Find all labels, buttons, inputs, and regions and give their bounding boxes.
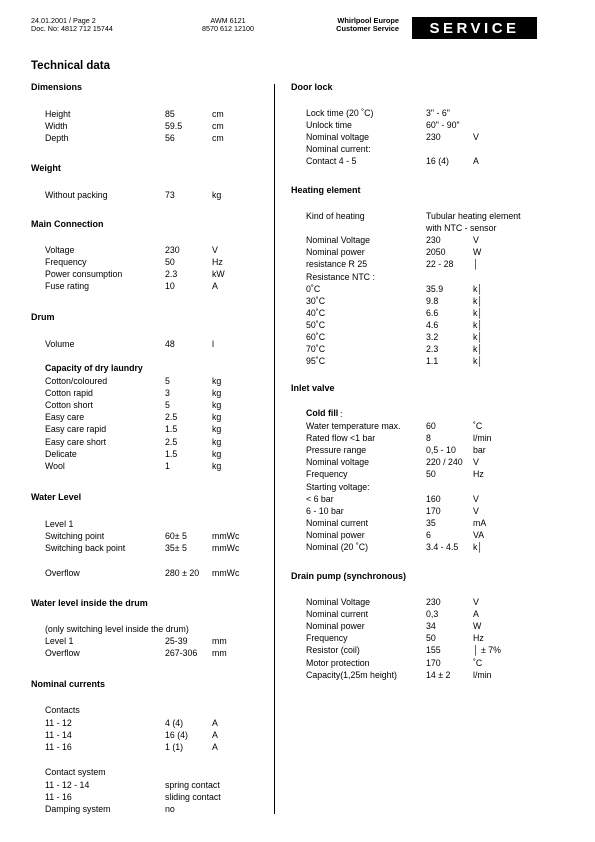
water-level-row-cell: Switching back point [45, 543, 126, 554]
capacity-row-cell: 5 [165, 376, 170, 386]
heating-row-cell: 2.3 [426, 344, 439, 355]
main-connection-row-cell: 50 [165, 257, 175, 268]
water-level-row-cell: 35± 5 [165, 543, 187, 554]
drain-row-cell: A [473, 609, 479, 620]
capacity-row-cell: kg [212, 400, 222, 411]
water-level-row-cell: Switching point [45, 531, 105, 542]
header-date-page: 24.01.2001 / Page 2 [31, 16, 96, 25]
drain-row-cell: W [473, 621, 482, 632]
main-connection-row-cell: V [212, 245, 218, 255]
section-title-water-level-drum: Water level inside the drum [31, 598, 148, 608]
weight-row-cell: Without packing [45, 190, 108, 200]
header-company [336, 17, 399, 34]
inlet-row-cell: Water temperature max. [306, 421, 401, 431]
capacity-row-cell: kg [212, 460, 222, 471]
capacity-row-cell: kg [212, 424, 222, 435]
heating-row-cell: W [473, 247, 482, 258]
heating-row-cell: 50˚C [306, 319, 326, 330]
capacity-row-cell: kg [212, 412, 222, 423]
dimensions-row-cell: 85 [165, 109, 175, 119]
section-title-drain-pump: Drain pump (synchronous) [291, 571, 407, 581]
inlet-row-cell: 60 [426, 421, 436, 431]
dimensions-row-cell: Height [45, 109, 71, 119]
capacity-row-cell: 1 [165, 460, 170, 471]
door-lock-row-cell: Nominal voltage [306, 132, 370, 143]
inlet-row-cell: V [473, 457, 479, 468]
capacity-row-cell: Cotton/coloured [45, 376, 108, 386]
heating-row-cell: │ [473, 259, 479, 270]
door-lock-row-cell: 16 (4) [426, 156, 449, 167]
drain-row-cell: Capacity(1,25m height) [306, 669, 397, 680]
cold-fill-subtitle: Cold fill [306, 408, 339, 418]
door-lock-row-cell: Unlock time [306, 120, 352, 131]
heating-row-cell: k│ [473, 295, 483, 306]
inlet-row-cell: l/min [473, 433, 492, 444]
water-level-row-cell: Level 1 [45, 519, 74, 529]
heating-row-cell: V [473, 235, 479, 246]
contact-system-row-cell: spring contact [165, 780, 220, 790]
section-title-heating-element: Heating element [291, 185, 361, 195]
heating-row-cell: 0˚C [306, 283, 321, 294]
heating-row-cell: 3.2 [426, 332, 439, 342]
capacity-row-cell: 2.5 [165, 412, 178, 423]
contact-row-cell: 11 - 14 [45, 730, 72, 741]
water-level-drum-row-cell: Overflow [45, 648, 80, 659]
inlet-row-cell: Starting voltage: [306, 481, 370, 492]
dimensions-row-cell: cm [212, 109, 224, 119]
contact-row-cell: A [212, 742, 218, 753]
section-title-drum: Drum [31, 312, 55, 322]
section-title-main-connection: Main Connection [31, 219, 104, 229]
heating-row-cell: Resistance NTC : [306, 271, 375, 282]
heating-row-cell: 230 [426, 235, 441, 246]
main-connection-row-cell: Power consumption [45, 269, 123, 280]
capacity-row-cell: 1.5 [165, 424, 178, 435]
door-lock-row-cell: 60" - 90" [426, 120, 460, 131]
main-connection-row-cell: 2.3 [165, 269, 178, 280]
section-title-nominal-currents: Nominal currents [31, 679, 106, 689]
contact-row-cell: 11 - 16 [45, 742, 72, 753]
heating-row-cell: 4.6 [426, 319, 439, 330]
heating-row-cell: 95˚C [306, 356, 326, 367]
heating-row-cell: k│ [473, 319, 483, 330]
water-level-drum-row-cell: 267-306 [165, 648, 198, 659]
heating-row-cell: 30˚C [306, 295, 326, 306]
door-lock-row-cell: V [473, 132, 479, 143]
main-connection-row-cell: Hz [212, 257, 223, 268]
dimensions-row-cell: cm [212, 133, 224, 144]
section-title-dimensions: Dimensions [31, 82, 83, 92]
drain-row-cell: │ ± 7% [473, 645, 501, 656]
capacity-row-cell: Easy care short [45, 436, 107, 447]
inlet-row-cell: ˚C [473, 421, 483, 431]
door-lock-row-cell: 3" - 6" [426, 108, 450, 118]
main-connection-row-cell: A [212, 281, 218, 292]
capacity-subtitle: Capacity of dry laundry [45, 363, 143, 373]
heating-row-cell: 1.1 [426, 356, 439, 367]
inlet-row-cell: Nominal power [306, 529, 365, 540]
inlet-row-cell: V [473, 493, 479, 504]
heating-row-cell: Nominal Voltage [306, 235, 371, 246]
heating-row-cell: 40˚C [306, 307, 326, 318]
capacity-row-cell: kg [212, 436, 222, 447]
drain-row-cell: ˚C [473, 657, 483, 668]
page-title: Technical data [31, 60, 111, 72]
header-company-dept: Customer Service [336, 24, 399, 34]
drum-row-cell: 48 [165, 339, 175, 349]
weight-row-cell: kg [212, 190, 222, 200]
drain-row-cell: Resistor (coil) [306, 645, 360, 656]
capacity-row-cell: 5 [165, 400, 170, 411]
heating-row-cell: Nominal power [306, 247, 365, 258]
inlet-row-cell: 6 - 10 bar [306, 505, 344, 516]
inlet-row-cell: VA [473, 529, 485, 540]
capacity-row-cell: Delicate [45, 448, 77, 459]
heating-row-cell: 6.6 [426, 307, 439, 318]
inlet-row-cell: 50 [426, 469, 436, 480]
capacity-row-cell: 3 [165, 388, 170, 399]
contact-system-row-cell: sliding contact [165, 792, 221, 803]
capacity-row-cell: 1.5 [165, 448, 178, 459]
dimensions-row-cell: 56 [165, 133, 175, 144]
header-doc-number: Doc. No: 4812 712 15744 [31, 24, 113, 34]
inlet-row-cell: Frequency [306, 469, 348, 480]
capacity-row-cell: Cotton rapid [45, 388, 93, 399]
contact-system-row-cell: 11 - 16 [45, 792, 72, 803]
heating-row-cell: 9.8 [426, 295, 439, 306]
header-company-name: Whirlpool Europe [337, 16, 399, 25]
main-connection-row-cell: 10 [165, 281, 175, 292]
heating-row-cell: k│ [473, 283, 483, 294]
drain-row-cell: Hz [473, 633, 484, 644]
inlet-row-cell: bar [473, 445, 486, 456]
contact-row-cell: 1 (1) [165, 742, 184, 753]
capacity-row-cell: Easy care [45, 412, 85, 423]
dimensions-row-cell: Width [45, 121, 68, 132]
section-title-water-level: Water Level [31, 492, 82, 502]
inlet-row-cell: Hz [473, 469, 484, 480]
inlet-row-cell: 35 [426, 517, 436, 528]
capacity-row-cell: kg [212, 376, 222, 386]
water-level-drum-row-cell: mm [212, 636, 227, 646]
door-lock-row-cell: Nominal current: [306, 144, 371, 155]
heating-row-cell: resistance R 25 [306, 259, 368, 270]
heating-row-cell: k│ [473, 332, 483, 342]
drain-row-cell: l/min [473, 669, 492, 680]
door-lock-row-cell: 230 [426, 132, 441, 143]
capacity-row-cell: kg [212, 448, 222, 459]
contact-system-row-cell: 11 - 12 - 14 [45, 780, 90, 790]
drain-row-cell: Motor protection [306, 657, 370, 668]
drain-row-cell: 0,3 [426, 609, 439, 620]
contact-system-row-cell: no [165, 804, 175, 815]
dimensions-row-cell: cm [212, 121, 224, 132]
overflow-row-cell: Overflow [45, 568, 80, 578]
capacity-row-cell: Cotton short [45, 400, 93, 411]
inlet-row-cell: k│ [473, 542, 483, 552]
drain-row-cell: Nominal Voltage [306, 597, 371, 607]
door-lock-row-cell: Contact 4 - 5 [306, 156, 357, 167]
capacity-row-cell: 2.5 [165, 436, 178, 447]
heating-row-cell: k│ [473, 356, 483, 367]
cold-fill-colon: : [340, 409, 343, 419]
main-connection-row-cell: kW [212, 269, 225, 280]
contact-row-cell: 4 (4) [165, 718, 184, 728]
inlet-row-cell: 0,5 - 10 [426, 445, 456, 456]
heating-row-cell: 70˚C [306, 344, 326, 355]
header-model-name: AWM 6121 [210, 16, 246, 25]
drain-row-cell: Nominal current [306, 609, 369, 620]
contact-system-row-cell: Damping system [45, 804, 111, 815]
drain-row-cell: 34 [426, 621, 436, 632]
section-title-weight: Weight [31, 163, 61, 173]
header-model [188, 17, 268, 34]
water-level-row-cell: mmWc [212, 543, 240, 554]
contact-row-cell: A [212, 730, 218, 741]
inlet-row-cell: 170 [426, 505, 441, 516]
drain-row-cell: Frequency [306, 633, 348, 644]
main-connection-row-cell: Voltage [45, 245, 75, 255]
inlet-row-cell: 6 [426, 529, 431, 540]
heating-row-cell: 22 - 28 [426, 259, 454, 270]
contact-row-cell: A [212, 718, 218, 728]
water-level-drum-row-cell: mm [212, 648, 227, 659]
header-model-code: 8570 612 12100 [202, 24, 254, 34]
dimensions-row-cell: Depth [45, 133, 69, 144]
drain-row-cell: 155 [426, 645, 441, 656]
drain-row-cell: Nominal power [306, 621, 365, 632]
inlet-row-cell: Nominal current [306, 517, 369, 528]
water-level-drum-row-cell: 25-39 [165, 636, 188, 646]
water-level-row-cell: 60± 5 [165, 531, 187, 542]
contact-row-cell: 11 - 12 [45, 718, 72, 728]
inlet-row-cell: Nominal voltage [306, 457, 370, 468]
door-lock-row-cell: Lock time (20 ˚C) [306, 108, 374, 118]
contact-row-cell: 16 (4) [165, 730, 188, 741]
inlet-row-cell: 220 / 240 [426, 457, 463, 468]
heating-row-cell: Kind of heating [306, 211, 365, 221]
column-divider [274, 84, 275, 814]
heating-row-cell: 2050 [426, 247, 446, 258]
main-connection-row-cell: Frequency [45, 257, 87, 268]
water-level-drum-row-cell: Level 1 [45, 636, 74, 646]
drum-row-cell: l [212, 339, 214, 349]
inlet-row-cell: 160 [426, 493, 441, 504]
inlet-row-cell: 3.4 - 4.5 [426, 542, 459, 552]
inlet-row-cell: V [473, 505, 479, 516]
drain-row-cell: V [473, 597, 479, 607]
overflow-row-cell: mmWc [212, 568, 240, 578]
service-badge: SERVICE [412, 17, 537, 39]
inlet-row-cell: Rated flow <1 bar [306, 433, 376, 444]
section-title-inlet-valve: Inlet valve [291, 383, 335, 393]
overflow-row-cell: 280 ± 20 [165, 568, 200, 578]
door-lock-row-cell: A [473, 156, 479, 167]
weight-row-cell: 73 [165, 190, 175, 200]
water-level-drum-note: (only switching level inside the drum) [45, 624, 189, 634]
heating-row-cell: k│ [473, 344, 483, 355]
drain-row-cell: 170 [426, 657, 441, 668]
drum-row-cell: Volume [45, 339, 75, 349]
contact-system-subtitle: Contact system [45, 767, 106, 777]
inlet-row-cell: Pressure range [306, 445, 367, 456]
inlet-row-cell: mA [473, 517, 487, 528]
main-connection-row-cell: 230 [165, 245, 180, 255]
section-title-door-lock: Door lock [291, 82, 333, 92]
inlet-row-cell: 8 [426, 433, 431, 444]
capacity-row-cell: Wool [45, 460, 65, 471]
heating-row-cell: 60˚C [306, 332, 326, 342]
main-connection-row-cell: Fuse rating [45, 281, 90, 292]
inlet-row-cell: < 6 bar [306, 493, 334, 504]
header-doc-info [31, 17, 113, 34]
dimensions-row-cell: 59.5 [165, 121, 183, 132]
heating-row-cell: Tubular heating element [426, 211, 521, 221]
drain-row-cell: 50 [426, 633, 436, 644]
drain-row-cell: 14 ± 2 [426, 669, 451, 680]
heating-row-cell: with NTC - sensor [426, 223, 497, 234]
capacity-row-cell: Easy care rapid [45, 424, 107, 435]
heating-row-cell: 35.9 [426, 283, 444, 294]
heating-row-cell: k│ [473, 307, 483, 318]
capacity-row-cell: kg [212, 388, 222, 399]
contacts-subtitle: Contacts [45, 705, 80, 715]
inlet-row-cell: Nominal (20 ˚C) [306, 542, 369, 552]
drain-row-cell: 230 [426, 597, 441, 607]
water-level-row-cell: mmWc [212, 531, 240, 542]
